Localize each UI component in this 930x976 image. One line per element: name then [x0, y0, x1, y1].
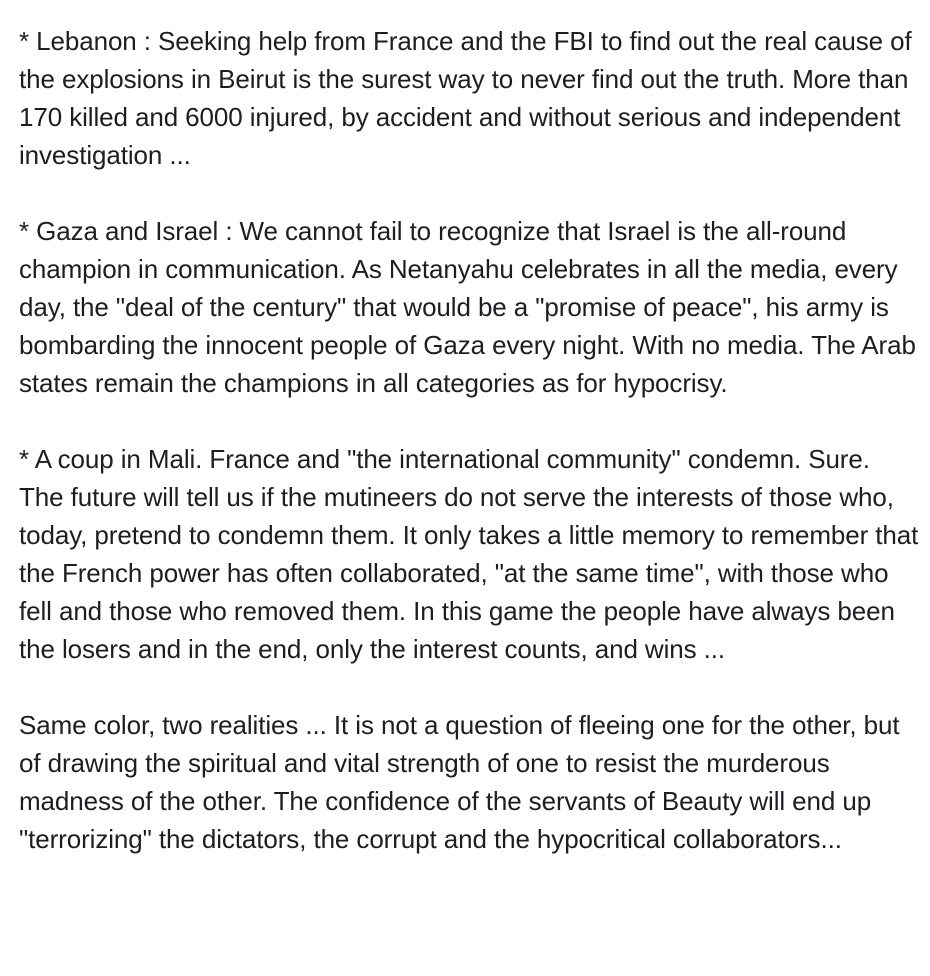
paragraph-same-color: Same color, two realities ... It is not a question of fleeing one for the other, but of drawing the spiritual and vital strength of one to resist the murderous madness of the other. The confidence of the servants of Beauty will end up "terrorizing" the dictators, the corrupt and the hypocritical collaborators...: [19, 710, 900, 854]
post-text: [19, 22, 919, 858]
paragraph-lebanon: * Lebanon : Seeking help from France and the FBI to find out the real cause of the explosions in Beirut is the surest way to never find out the truth. More than 170 killed and 6000 injured, by accident and without serious and independent investigation ...: [19, 26, 912, 170]
paragraph-mali: * A coup in Mali. France and "the international community" condemn. Sure. The future will tell us if the mutineers do not serve the interests of those who, today, pretend to condemn them. It only takes a little memory to remember that the French power has often collaborated, "at the same time", with those who fell and those who removed them. In this game the people have always been the losers and in the end, only the interest counts, and wins ...: [19, 444, 919, 664]
paragraph-gaza-israel: * Gaza and Israel : We cannot fail to recognize that Israel is the all-round champion in communication. As Netanyahu celebrates in all the media, every day, the "deal of the century" that would be a "promise of peace", his army is bombarding the innocent people of Gaza every night. With no media. The Arab states remain the champions in all categories as for hypocrisy.: [19, 216, 916, 398]
